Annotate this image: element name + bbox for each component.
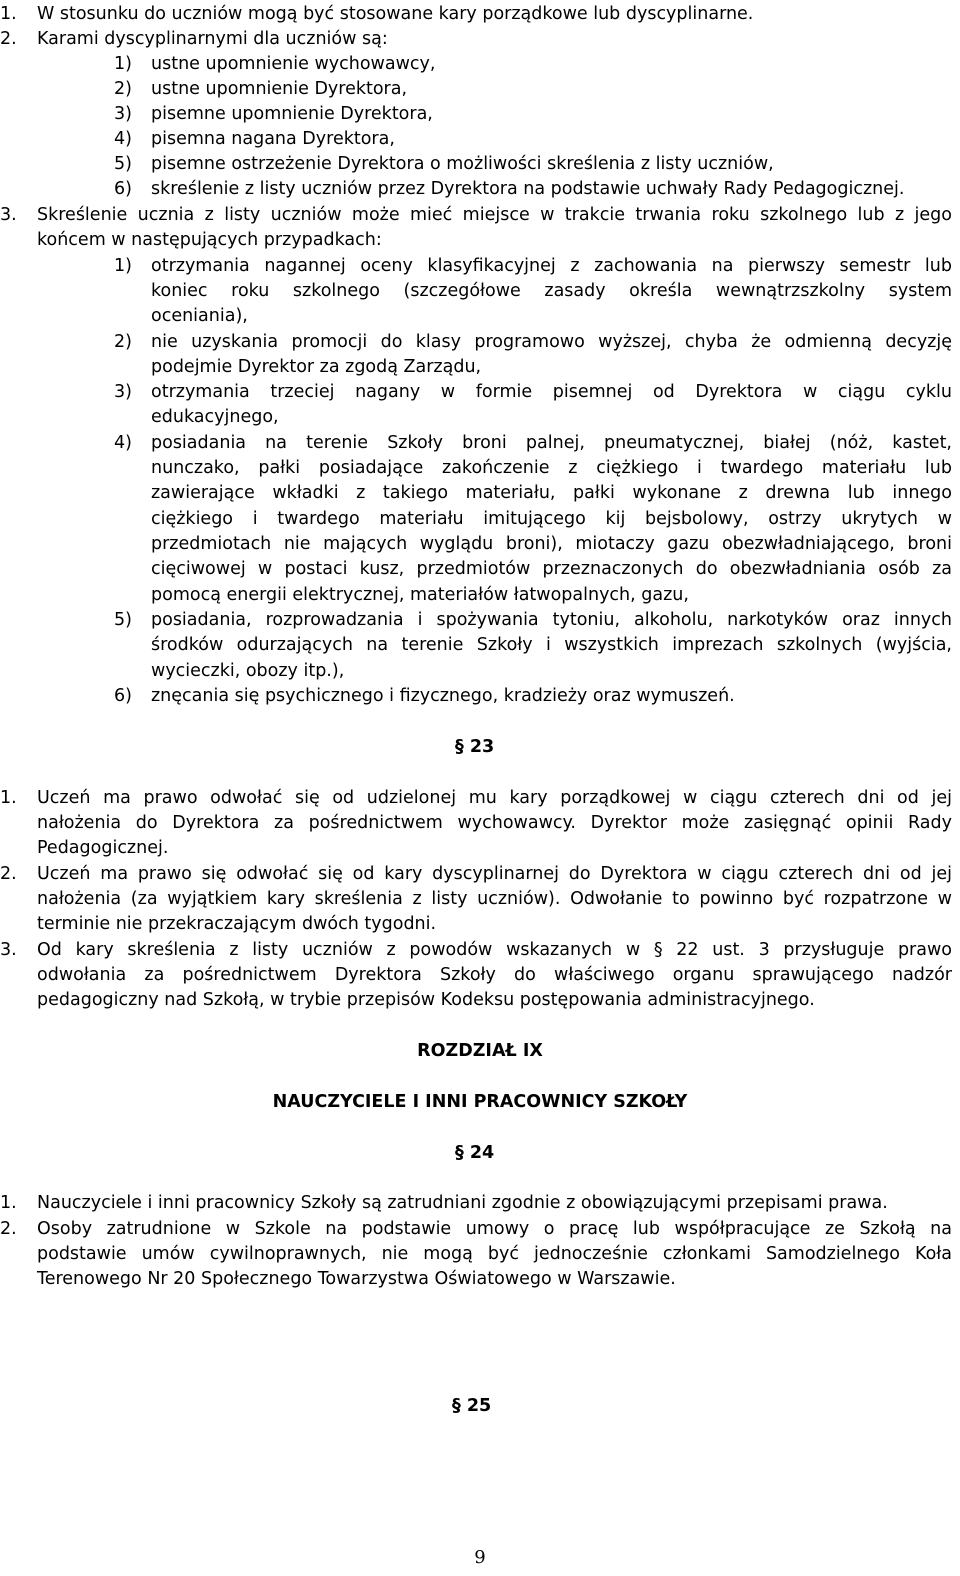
- para-text: Terenowego Nr 20 Społecznego Towarzystwa Oświatowego w Warszawie.: [37, 1269, 676, 1289]
- list-number: 6): [114, 179, 132, 199]
- list-item: otrzymania trzeciej nagany w formie pisemnej od Dyrektora w ciągu cyklu: [151, 382, 952, 402]
- list-number: 2): [114, 332, 132, 352]
- page-number: 9: [474, 1547, 486, 1568]
- para-number: 1.: [0, 1193, 17, 1213]
- list-item: ustne upomnienie wychowawcy,: [151, 54, 436, 74]
- list-item: nunczako, pałki posiadające zakończenie z ciężkiego i twardego materiału lub: [151, 458, 952, 478]
- list-number: 4): [114, 129, 132, 149]
- list-number: 2): [114, 79, 132, 99]
- para-number: 2.: [0, 864, 17, 884]
- list-item: cięciwowej w postaci kusz, przedmiotów przeznaczonych do obezwładniania osób za: [151, 559, 952, 579]
- para-text: Uczeń ma prawo się odwołać się od kary dyscyplinarnej do Dyrektora w ciągu czterech dni od jej: [37, 864, 952, 884]
- list-item: zawierające wkładki z takiego materiału, pałki wykonane z drewna lub innego: [151, 483, 952, 503]
- list-item: nie uzyskania promocji do klasy programowo wyższej, chyba że odmienną decyzję: [151, 332, 952, 352]
- section-heading: § 25: [452, 1396, 492, 1416]
- list-item: pomocą energii elektrycznej, materiałów łatwopalnych, gazu,: [151, 585, 689, 605]
- chapter-title: ROZDZIAŁ IX: [417, 1041, 543, 1061]
- list-number: 3): [114, 104, 132, 124]
- list-number: 6): [114, 686, 132, 706]
- para-text: W stosunku do uczniów mogą być stosowane kary porządkowe lub dyscyplinarne.: [37, 4, 754, 24]
- list-number: 5): [114, 610, 132, 630]
- list-item: skreślenie z listy uczniów przez Dyrektora na podstawie uchwały Rady Pedagogicznej.: [151, 179, 905, 199]
- list-number: 4): [114, 433, 132, 453]
- list-number: 5): [114, 154, 132, 174]
- para-text: odwołania za pośrednictwem Dyrektora Szkoły do właściwego organu sprawującego nadzór: [37, 965, 952, 985]
- list-number: 1): [114, 256, 132, 276]
- para-text: terminie nie przekraczającym dwóch tygodni.: [37, 914, 437, 934]
- para-number: 2.: [0, 29, 17, 49]
- para-text: Osoby zatrudnione w Szkole na podstawie umowy o pracę lub współpracujące ze Szkołą na: [37, 1219, 952, 1239]
- list-item: ustne upomnienie Dyrektora,: [151, 79, 408, 99]
- para-number: 1.: [0, 4, 17, 24]
- list-number: 3): [114, 382, 132, 402]
- list-item: przedmiotach nie mających wyglądu broni), miotaczy gazu obezwładniającego, broni: [151, 534, 952, 554]
- para-number: 2.: [0, 1219, 17, 1239]
- section-heading: § 24: [455, 1143, 495, 1163]
- list-item: pisemna nagana Dyrektora,: [151, 129, 395, 149]
- para-text: podstawie umów cywilnoprawnych, nie mogą być jednocześnie członkami Samodzielnego Koła: [37, 1244, 952, 1264]
- para-text: Od kary skreślenia z listy uczniów z powodów wskazanych w § 22 ust. 3 przysługuje prawo: [37, 940, 952, 960]
- list-number: 1): [114, 54, 132, 74]
- list-item: koniec roku szkolnego (szczegółowe zasady określa wewnątrzszkolny system: [151, 281, 952, 301]
- chapter-subtitle: NAUCZYCIELE I INNI PRACOWNICY SZKOŁY: [272, 1092, 688, 1112]
- para-number: 3.: [0, 940, 17, 960]
- para-number: 1.: [0, 788, 17, 808]
- para-text: Karami dyscyplinarnymi dla uczniów są:: [37, 29, 388, 49]
- list-item: znęcania się psychicznego i fizycznego, kradzieży oraz wymuszeń.: [151, 686, 735, 706]
- para-text: końcem w następujących przypadkach:: [37, 230, 382, 250]
- list-item: posiadania na terenie Szkoły broni palnej, pneumatycznej, białej (nóż, kastet,: [151, 433, 952, 453]
- section-heading: § 23: [455, 737, 495, 757]
- para-text: pedagogiczny nad Szkołą, w trybie przepisów Kodeksu postępowania administracyjnego.: [37, 990, 815, 1010]
- para-number: 3.: [0, 205, 17, 225]
- para-text: Uczeń ma prawo odwołać się od udzielonej mu kary porządkowej w ciągu czterech dni od jej: [37, 788, 952, 808]
- list-item: otrzymania nagannej oceny klasyfikacyjnej z zachowania na pierwszy semestr lub: [151, 256, 952, 276]
- para-text: nałożenia do Dyrektora za pośrednictwem wychowawcy. Dyrektor może zasięgnąć opinii Rady: [37, 813, 952, 833]
- para-text: nałożenia (za wyjątkiem kary skreślenia z listy uczniów). Odwołanie to powinno być rozpatrzone w: [37, 889, 952, 909]
- list-item: wycieczki, obozy itp.),: [151, 661, 345, 681]
- list-item: środków odurzających na terenie Szkoły i wszystkich imprezach szkolnych (wyjścia,: [151, 635, 952, 655]
- list-item: edukacyjnego,: [151, 407, 279, 427]
- list-item: podejmie Dyrektor za zgodą Zarządu,: [151, 357, 482, 377]
- para-text: Nauczyciele i inni pracownicy Szkoły są zatrudniani zgodnie z obowiązującymi przepisami prawa.: [37, 1193, 888, 1213]
- list-item: oceniania),: [151, 306, 248, 326]
- list-item: pisemne ostrzeżenie Dyrektora o możliwości skreślenia z listy uczniów,: [151, 154, 774, 174]
- para-text: Skreślenie ucznia z listy uczniów może mieć miejsce w trakcie trwania roku szkolnego lub z jego: [37, 205, 952, 225]
- list-item: posiadania, rozprowadzania i spożywania tytoniu, alkoholu, narkotyków oraz innych: [151, 610, 952, 630]
- para-text: Pedagogicznej.: [37, 838, 169, 858]
- list-item: pisemne upomnienie Dyrektora,: [151, 104, 433, 124]
- list-item: ciężkiego i twardego materiału imitującego kij bejsbolowy, ostrzy ukrytych w: [151, 509, 952, 529]
